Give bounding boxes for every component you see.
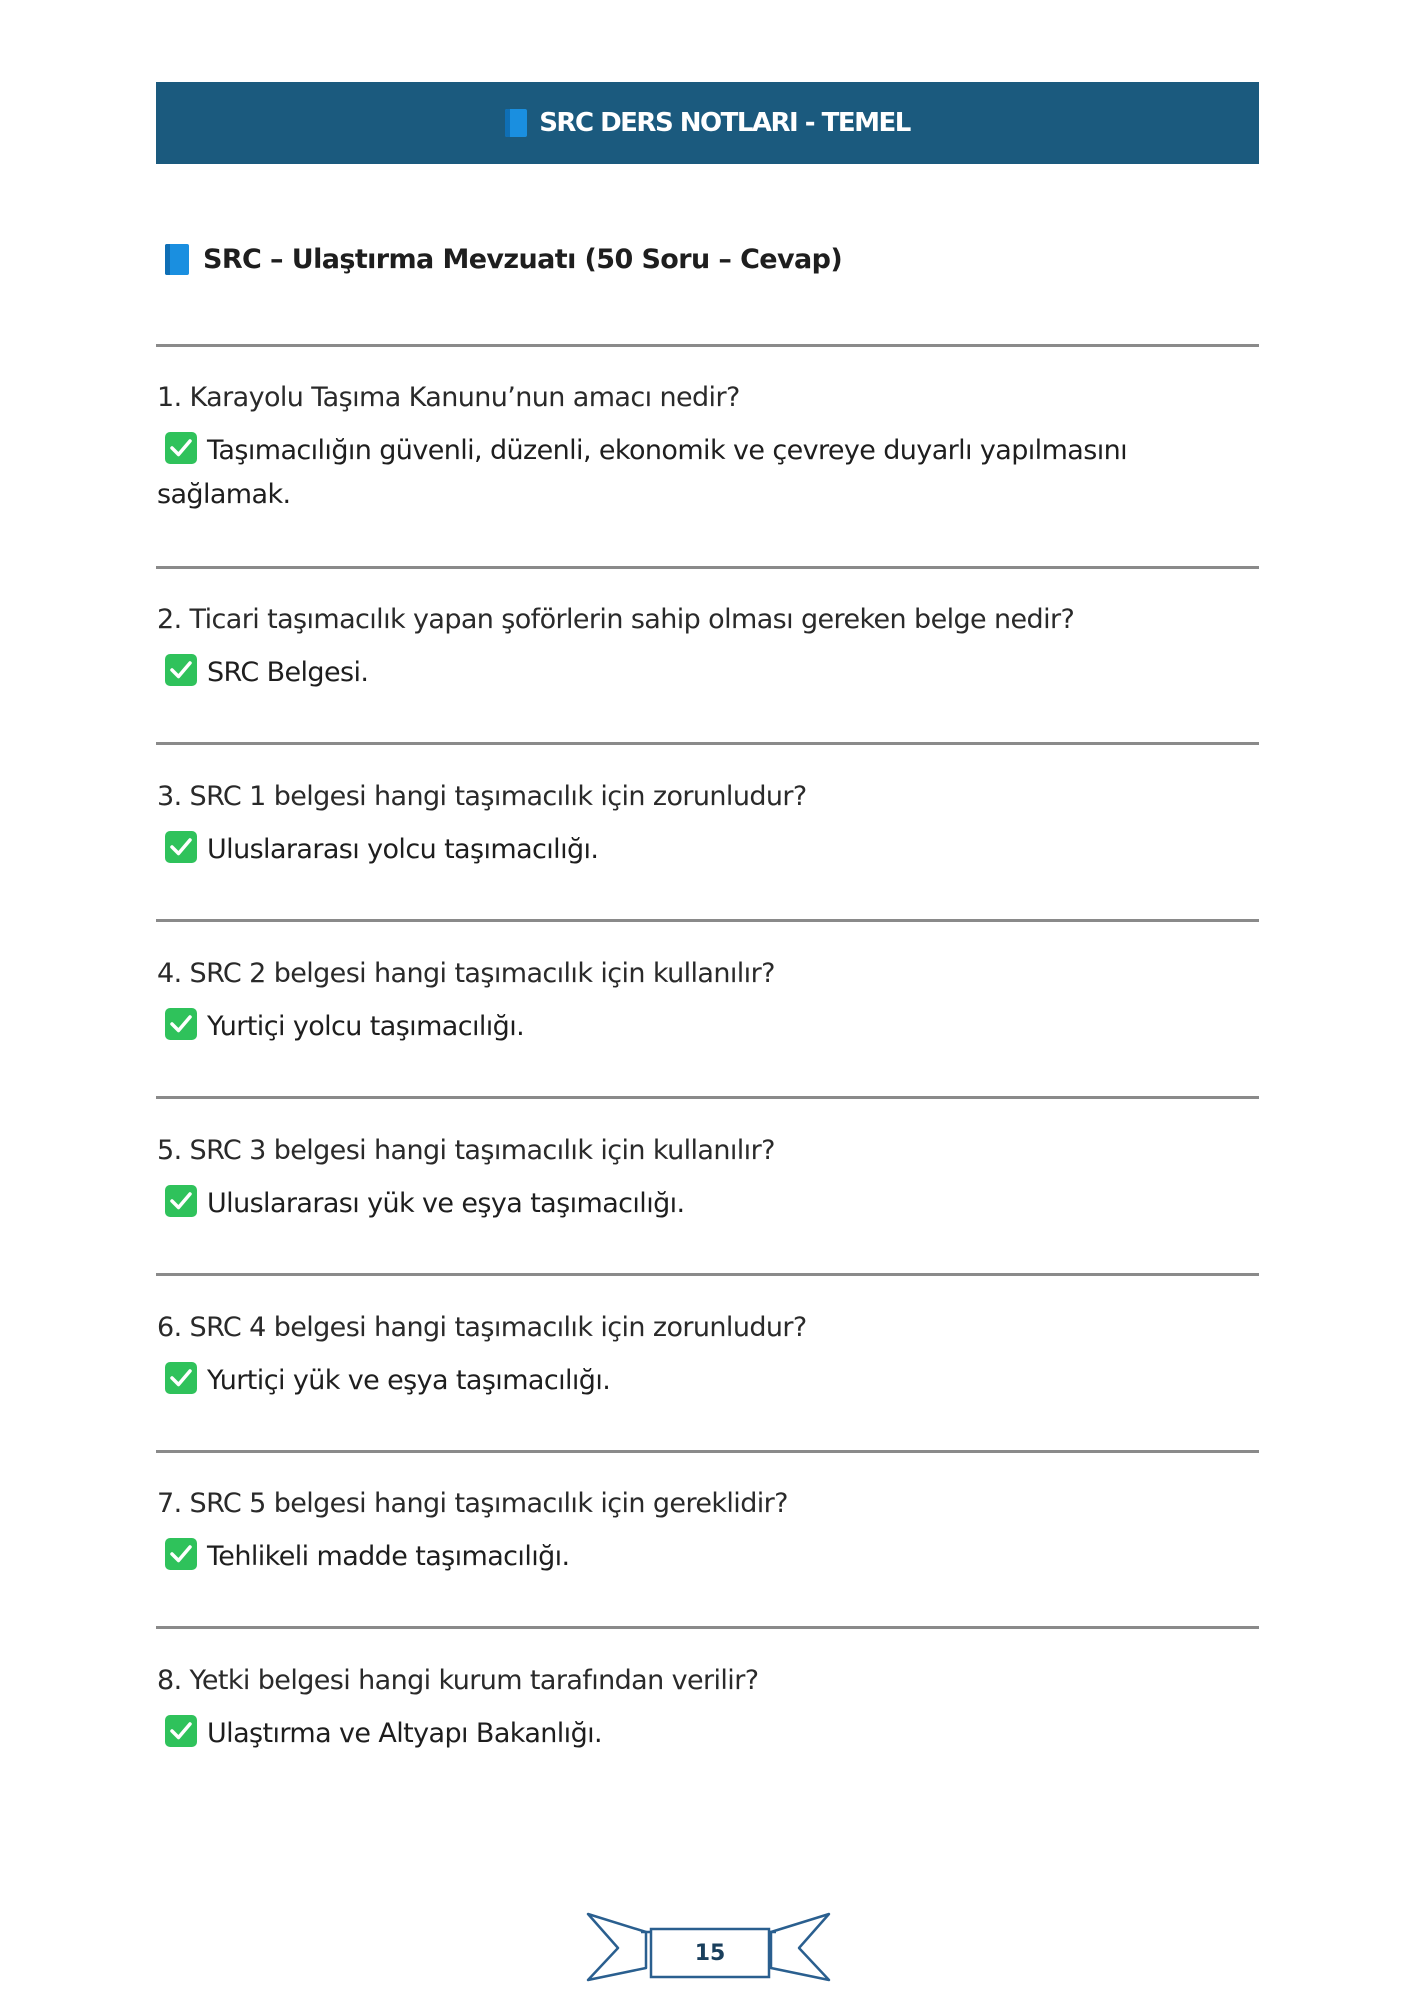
- section-title-text: SRC – Ulaştırma Mevzuatı (50 Soru – Cevap): [203, 244, 843, 275]
- qa-item-6: [157, 1311, 1259, 1403]
- blue-book-icon: [505, 109, 527, 137]
- qa-item-2: [157, 603, 1259, 695]
- answer-value: Taşımacılığın güvenli, düzenli, ekonomik ve çevreye duyarlı yapılmasını sağlamak.: [157, 435, 1128, 510]
- answer-value: Yurtiçi yük ve eşya taşımacılığı.: [207, 1365, 611, 1396]
- check-mark-icon: [165, 1715, 197, 1747]
- banner-title: SRC DERS NOTLARI - TEMEL: [539, 108, 910, 138]
- divider: [156, 1626, 1259, 1629]
- divider: [156, 919, 1259, 922]
- divider: [156, 1096, 1259, 1099]
- check-mark-icon: [165, 432, 197, 464]
- qa-item-4: [157, 957, 1259, 1049]
- answer-text: [157, 1182, 1259, 1226]
- qa-item-1: [157, 381, 1259, 517]
- answer-text: [157, 1712, 1259, 1756]
- answer-text: [157, 651, 1259, 695]
- answer-text: [157, 1535, 1259, 1579]
- answer-text: [157, 429, 1259, 517]
- qa-item-7: [157, 1487, 1259, 1579]
- divider: [156, 742, 1259, 745]
- question-text: 3. SRC 1 belgesi hangi taşımacılık için zorunludur?: [157, 781, 807, 812]
- question-text: 2. Ticari taşımacılık yapan şoförlerin sahip olması gereken belge nedir?: [157, 604, 1075, 635]
- answer-value: Tehlikeli madde taşımacılığı.: [207, 1541, 570, 1572]
- question-text: 5. SRC 3 belgesi hangi taşımacılık için kullanılır?: [157, 1135, 775, 1166]
- answer-value: Uluslararası yük ve eşya taşımacılığı.: [207, 1188, 685, 1219]
- qa-item-3: [157, 780, 1259, 872]
- blue-book-icon: [165, 244, 189, 275]
- answer-value: Uluslararası yolcu taşımacılığı.: [207, 834, 599, 865]
- divider: [156, 344, 1259, 347]
- page-number: 15: [694, 1940, 726, 1966]
- answer-text: [157, 1359, 1259, 1403]
- question-text: 8. Yetki belgesi hangi kurum tarafından verilir?: [157, 1665, 759, 1696]
- check-mark-icon: [165, 1008, 197, 1040]
- answer-text: [157, 828, 1259, 872]
- answer-value: Ulaştırma ve Altyapı Bakanlığı.: [207, 1718, 603, 1749]
- section-title: [165, 244, 842, 275]
- question-text: 4. SRC 2 belgesi hangi taşımacılık için kullanılır?: [157, 958, 775, 989]
- answer-value: Yurtiçi yolcu taşımacılığı.: [207, 1011, 525, 1042]
- answer-text: [157, 1005, 1259, 1049]
- check-mark-icon: [165, 1185, 197, 1217]
- question-text: 1. Karayolu Taşıma Kanunu’nun amacı nedir?: [157, 382, 740, 413]
- divider: [156, 566, 1259, 569]
- check-mark-icon: [165, 1538, 197, 1570]
- check-mark-icon: [165, 654, 197, 686]
- check-mark-icon: [165, 1362, 197, 1394]
- divider: [156, 1450, 1259, 1453]
- divider: [156, 1273, 1259, 1276]
- check-mark-icon: [165, 831, 197, 863]
- question-text: 7. SRC 5 belgesi hangi taşımacılık için gereklidir?: [157, 1488, 788, 1519]
- qa-item-8: [157, 1664, 1259, 1756]
- question-text: 6. SRC 4 belgesi hangi taşımacılık için zorunludur?: [157, 1312, 807, 1343]
- qa-item-5: [157, 1134, 1259, 1226]
- header-banner: [156, 82, 1259, 164]
- answer-value: SRC Belgesi.: [207, 657, 369, 688]
